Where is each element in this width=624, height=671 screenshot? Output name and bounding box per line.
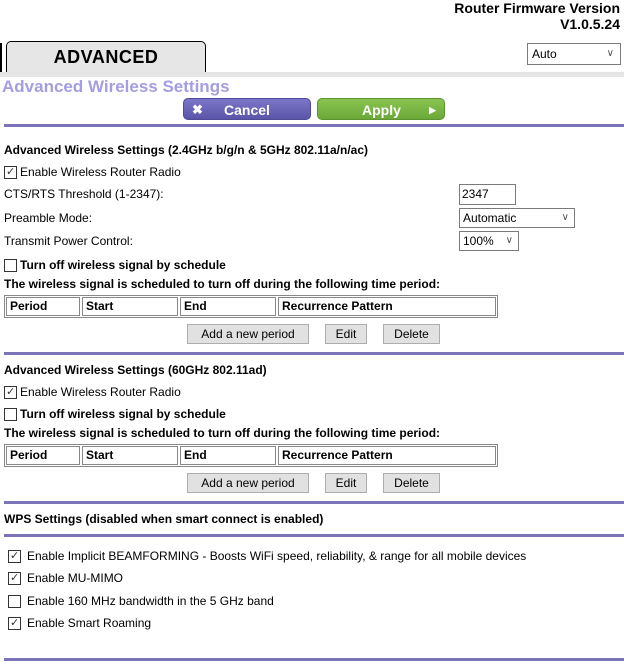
cts-rts-input[interactable]: 2347 <box>459 184 516 205</box>
divider <box>4 658 624 661</box>
preamble-select[interactable] <box>459 208 575 228</box>
divider <box>4 501 624 504</box>
schedule-60-note: The wireless signal is scheduled to turn off during the following time period: <box>4 426 441 440</box>
schedule-24-5-label: Turn off wireless signal by schedule <box>20 258 226 272</box>
page-title: Advanced Wireless Settings <box>2 77 230 96</box>
language-select[interactable] <box>527 43 621 65</box>
160mhz-checkbox[interactable] <box>8 595 21 608</box>
col-recurrence: Recurrence Pattern <box>278 446 496 465</box>
cancel-button[interactable] <box>183 98 311 120</box>
chevron-down-icon: ∨ <box>561 212 569 223</box>
schedule-table-24-5 <box>4 295 498 318</box>
preamble-label: Preamble Mode: <box>4 211 93 225</box>
mu-mimo-label: Enable MU-MIMO <box>27 571 124 585</box>
mu-mimo-checkbox[interactable] <box>8 572 21 585</box>
tab-advanced[interactable]: ADVANCED <box>6 41 206 72</box>
apply-button[interactable] <box>317 98 445 120</box>
enable-radio-60-row <box>4 385 181 399</box>
schedule-24-5-checkbox[interactable] <box>4 259 17 272</box>
tab-edge <box>0 43 2 72</box>
wps-title: WPS Settings (disabled when smart connect is enabled) <box>4 512 324 526</box>
add-period-24-5-button[interactable]: Add a new period <box>187 324 309 344</box>
enable-radio-24-5-row <box>4 165 181 179</box>
firmware-label: Router Firmware Version <box>454 0 620 16</box>
enable-radio-60-label: Enable Wireless Router Radio <box>20 385 181 399</box>
option-beamforming <box>8 549 526 563</box>
option-160mhz <box>8 594 274 608</box>
option-mu-mimo <box>8 571 123 585</box>
tx-power-value: 100% <box>463 234 494 248</box>
160mhz-label: Enable 160 MHz bandwidth in the 5 GHz band <box>27 594 274 608</box>
col-recurrence: Recurrence Pattern <box>278 297 496 316</box>
edit-period-24-5-button[interactable]: Edit <box>325 324 367 344</box>
firmware-info <box>454 0 620 32</box>
preamble-value: Automatic <box>463 211 517 225</box>
col-start: Start <box>82 297 178 316</box>
apply-label: Apply <box>362 102 401 118</box>
delete-period-24-5-button[interactable]: Delete <box>383 324 440 344</box>
schedule-table-60 <box>4 444 498 467</box>
smart-roaming-label: Enable Smart Roaming <box>27 616 152 630</box>
schedule-60-label: Turn off wireless signal by schedule <box>20 407 226 421</box>
schedule-24-5-note: The wireless signal is scheduled to turn off during the following time period: <box>4 277 441 291</box>
divider <box>4 352 624 355</box>
firmware-version: V1.0.5.24 <box>560 16 620 32</box>
schedule-60-row <box>4 407 226 421</box>
tx-power-select[interactable] <box>459 231 519 251</box>
col-period: Period <box>6 446 80 465</box>
col-end: End <box>180 446 276 465</box>
play-arrow-icon: ▶ <box>429 105 436 115</box>
cancel-label: Cancel <box>224 102 270 118</box>
add-period-60-button[interactable]: Add a new period <box>187 473 309 493</box>
section-title-60ghz: Advanced Wireless Settings (60GHz 802.11ad) <box>4 363 267 377</box>
chevron-down-icon: ∨ <box>606 48 614 59</box>
col-period: Period <box>6 297 80 316</box>
close-icon: ✖ <box>192 102 203 117</box>
language-value: Auto <box>532 47 557 61</box>
tx-power-label: Transmit Power Control: <box>4 234 133 248</box>
edit-period-60-button[interactable]: Edit <box>325 473 367 493</box>
option-smart-roaming <box>8 616 151 630</box>
schedule-60-checkbox[interactable] <box>4 408 17 421</box>
chevron-down-icon: ∨ <box>505 235 513 246</box>
enable-radio-60-checkbox[interactable] <box>4 386 17 399</box>
beamforming-checkbox[interactable] <box>8 550 21 563</box>
delete-period-60-button[interactable]: Delete <box>383 473 440 493</box>
section-title-24-5ghz: Advanced Wireless Settings (2.4GHz b/g/n & 5GHz 802.11a/n/ac) <box>4 143 369 157</box>
col-start: Start <box>82 446 178 465</box>
col-end: End <box>180 297 276 316</box>
cts-rts-label: CTS/RTS Threshold (1-2347): <box>4 187 164 201</box>
divider <box>4 534 624 537</box>
enable-radio-24-5-checkbox[interactable] <box>4 166 17 179</box>
beamforming-label: Enable Implicit BEAMFORMING - Boosts WiFi speed, reliability, & range for all mobile devices <box>27 549 527 563</box>
schedule-24-5-row <box>4 258 226 272</box>
divider <box>4 124 624 127</box>
enable-radio-24-5-label: Enable Wireless Router Radio <box>20 165 181 179</box>
smart-roaming-checkbox[interactable] <box>8 617 21 630</box>
